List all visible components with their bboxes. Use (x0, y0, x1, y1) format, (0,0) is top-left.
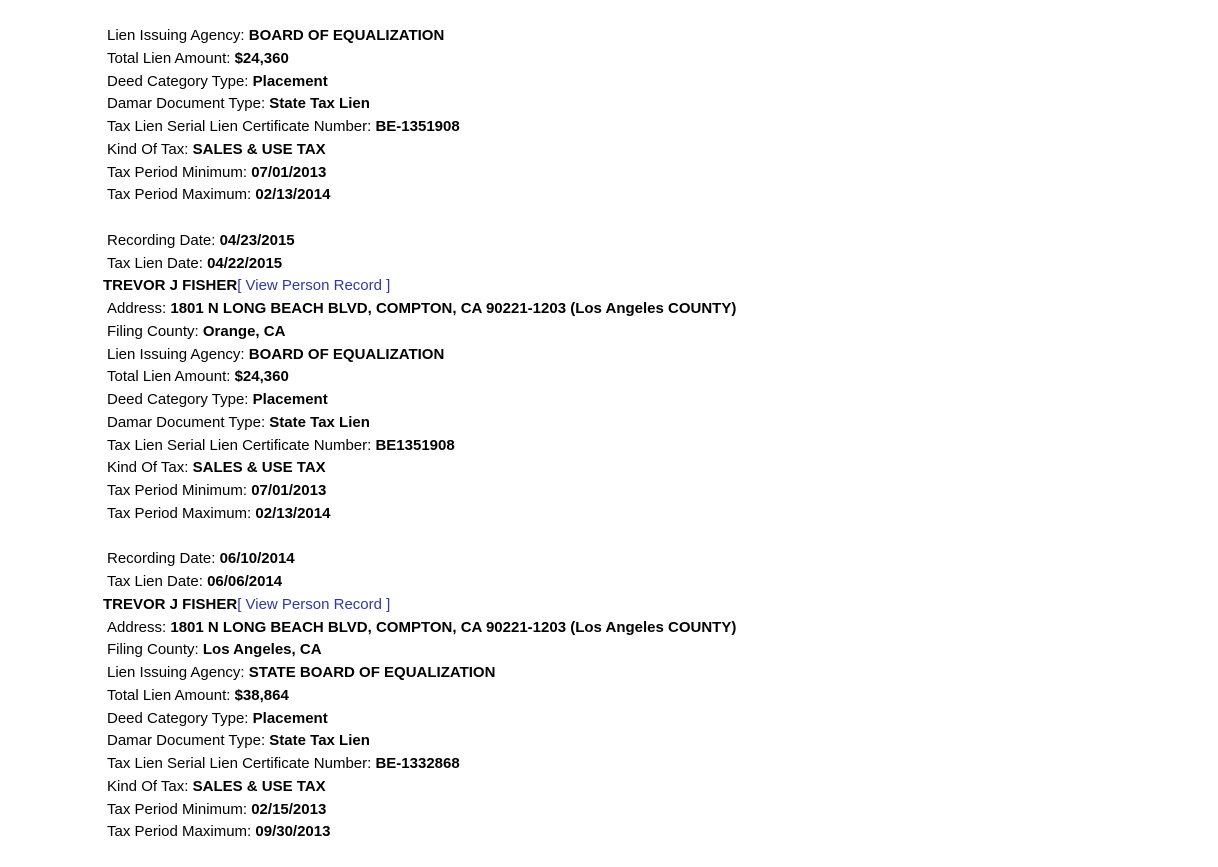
filing-county-value: Orange, CA (202, 322, 286, 340)
damar-document-type-value: State Tax Lien (269, 95, 370, 113)
kind-of-tax-label: Kind Of Tax: (107, 459, 189, 477)
damar-document-type-label: Damar Document Type: (107, 95, 266, 113)
kind-of-tax-row (0, 776, 1218, 799)
certificate-number-value: BE-1351908 (375, 118, 460, 135)
view-person-record-link[interactable]: [ View Person Record ] (237, 595, 391, 613)
recording-date-label: Recording Date: (107, 231, 216, 249)
deed-category-type-value: Placement (252, 709, 328, 727)
tax-lien-date-label: Tax Lien Date: (107, 254, 203, 272)
tax-period-minimum-value: 07/01/2013 (251, 163, 327, 181)
tax-lien-date-label: Tax Lien Date: (107, 573, 203, 590)
total-lien-amount-label: Total Lien Amount: (107, 49, 231, 67)
filing-county-label: Filing County: (107, 322, 199, 340)
filing-county-label: Filing County: (107, 641, 199, 659)
certificate-number-row (0, 435, 1218, 458)
recording-date-label: Recording Date: (107, 550, 216, 568)
deed-category-type-label: Deed Category Type: (107, 72, 249, 90)
total-lien-amount-value: $24,360 (234, 368, 289, 386)
person-name: TREVOR J FISHER (103, 595, 238, 613)
lien-issuing-agency-row (0, 344, 1218, 367)
lien-issuing-agency-label: Lien Issuing Agency: (107, 27, 245, 44)
address-label: Address: (107, 618, 167, 636)
address-label: Address: (107, 300, 167, 317)
deed-category-type-row (0, 71, 1218, 94)
kind-of-tax-row (0, 457, 1218, 480)
certificate-number-value: BE-1332868 (375, 755, 460, 772)
deed-category-type-label: Deed Category Type: (107, 709, 249, 727)
address-row (0, 617, 1218, 640)
tax-period-maximum-row (0, 821, 1218, 844)
tax-period-maximum-label: Tax Period Maximum: (107, 186, 252, 204)
person-name: TREVOR J FISHER (103, 277, 238, 295)
total-lien-amount-value: $38,864 (234, 686, 289, 704)
damar-document-type-value: State Tax Lien (269, 732, 370, 750)
total-lien-amount-row (0, 685, 1218, 708)
certificate-number-row (0, 753, 1218, 776)
tax-lien-date-row (0, 571, 1218, 594)
total-lien-amount-label: Total Lien Amount: (107, 686, 231, 704)
recording-date-row (0, 548, 1218, 571)
total-lien-amount-label: Total Lien Amount: (107, 368, 231, 386)
record-spacer (0, 207, 1218, 230)
address-value: 1801 N LONG BEACH BLVD, COMPTON, CA 90221-1203 (Los Angeles COUNTY) (170, 300, 737, 317)
tax-period-maximum-row (0, 184, 1218, 207)
person-row (0, 594, 1218, 617)
lien-issuing-agency-value: BOARD OF EQUALIZATION (248, 345, 445, 363)
tax-period-maximum-value: 09/30/2013 (255, 823, 331, 841)
tax-lien-date-value: 06/06/2014 (207, 573, 283, 590)
total-lien-amount-row (0, 48, 1218, 71)
deed-category-type-value: Placement (252, 391, 328, 408)
deed-category-type-row (0, 389, 1218, 412)
tax-period-minimum-row (0, 162, 1218, 185)
deed-category-type-value: Placement (252, 72, 328, 90)
damar-document-type-label: Damar Document Type: (107, 413, 266, 431)
tax-lien-date-row (0, 253, 1218, 276)
tax-period-maximum-value: 02/13/2014 (255, 186, 331, 204)
kind-of-tax-value: SALES & USE TAX (192, 140, 326, 158)
tax-period-minimum-label: Tax Period Minimum: (107, 482, 248, 499)
lien-issuing-agency-row (0, 662, 1218, 685)
kind-of-tax-row (0, 139, 1218, 162)
deed-category-type-label: Deed Category Type: (107, 391, 249, 408)
lien-record (0, 548, 1218, 844)
filing-county-value: Los Angeles, CA (202, 641, 322, 659)
certificate-number-value: BE1351908 (375, 436, 455, 454)
damar-document-type-row (0, 93, 1218, 116)
total-lien-amount-value: $24,360 (234, 49, 289, 67)
tax-period-minimum-value: 07/01/2013 (251, 482, 327, 499)
tax-period-maximum-value: 02/13/2014 (255, 504, 331, 522)
tax-lien-date-value: 04/22/2015 (207, 254, 283, 272)
lien-issuing-agency-label: Lien Issuing Agency: (107, 345, 245, 363)
kind-of-tax-value: SALES & USE TAX (192, 777, 326, 795)
address-value: 1801 N LONG BEACH BLVD, COMPTON, CA 90221-1203 (Los Angeles COUNTY) (170, 618, 737, 636)
tax-period-minimum-row (0, 480, 1218, 503)
damar-document-type-value: State Tax Lien (269, 413, 370, 431)
kind-of-tax-value: SALES & USE TAX (192, 459, 326, 477)
tax-period-minimum-label: Tax Period Minimum: (107, 800, 248, 818)
tax-period-minimum-row (0, 799, 1218, 822)
certificate-number-label: Tax Lien Serial Lien Certificate Number: (107, 436, 372, 454)
damar-document-type-row (0, 412, 1218, 435)
deed-category-type-row (0, 708, 1218, 731)
lien-record (0, 230, 1218, 526)
lien-issuing-agency-label: Lien Issuing Agency: (107, 664, 245, 681)
total-lien-amount-row (0, 366, 1218, 389)
tax-period-maximum-label: Tax Period Maximum: (107, 823, 252, 841)
tax-period-maximum-label: Tax Period Maximum: (107, 504, 252, 522)
tax-period-minimum-value: 02/15/2013 (251, 800, 327, 818)
kind-of-tax-label: Kind Of Tax: (107, 140, 189, 158)
recording-date-value: 04/23/2015 (219, 231, 295, 249)
recording-date-row (0, 230, 1218, 253)
lien-records-document (0, 25, 1218, 844)
address-row (0, 298, 1218, 321)
lien-issuing-agency-value: BOARD OF EQUALIZATION (248, 27, 445, 44)
filing-county-row (0, 639, 1218, 662)
certificate-number-row (0, 116, 1218, 139)
damar-document-type-row (0, 730, 1218, 753)
lien-record (0, 25, 1218, 207)
view-person-record-link[interactable]: [ View Person Record ] (237, 277, 391, 295)
certificate-number-label: Tax Lien Serial Lien Certificate Number: (107, 118, 372, 135)
damar-document-type-label: Damar Document Type: (107, 732, 266, 750)
filing-county-row (0, 321, 1218, 344)
kind-of-tax-label: Kind Of Tax: (107, 777, 189, 795)
certificate-number-label: Tax Lien Serial Lien Certificate Number: (107, 755, 372, 772)
person-row (0, 275, 1218, 298)
recording-date-value: 06/10/2014 (219, 550, 295, 568)
tax-period-maximum-row (0, 503, 1218, 526)
record-spacer (0, 526, 1218, 549)
lien-issuing-agency-value: STATE BOARD OF EQUALIZATION (248, 664, 496, 681)
lien-issuing-agency-row (0, 25, 1218, 48)
tax-period-minimum-label: Tax Period Minimum: (107, 163, 248, 181)
